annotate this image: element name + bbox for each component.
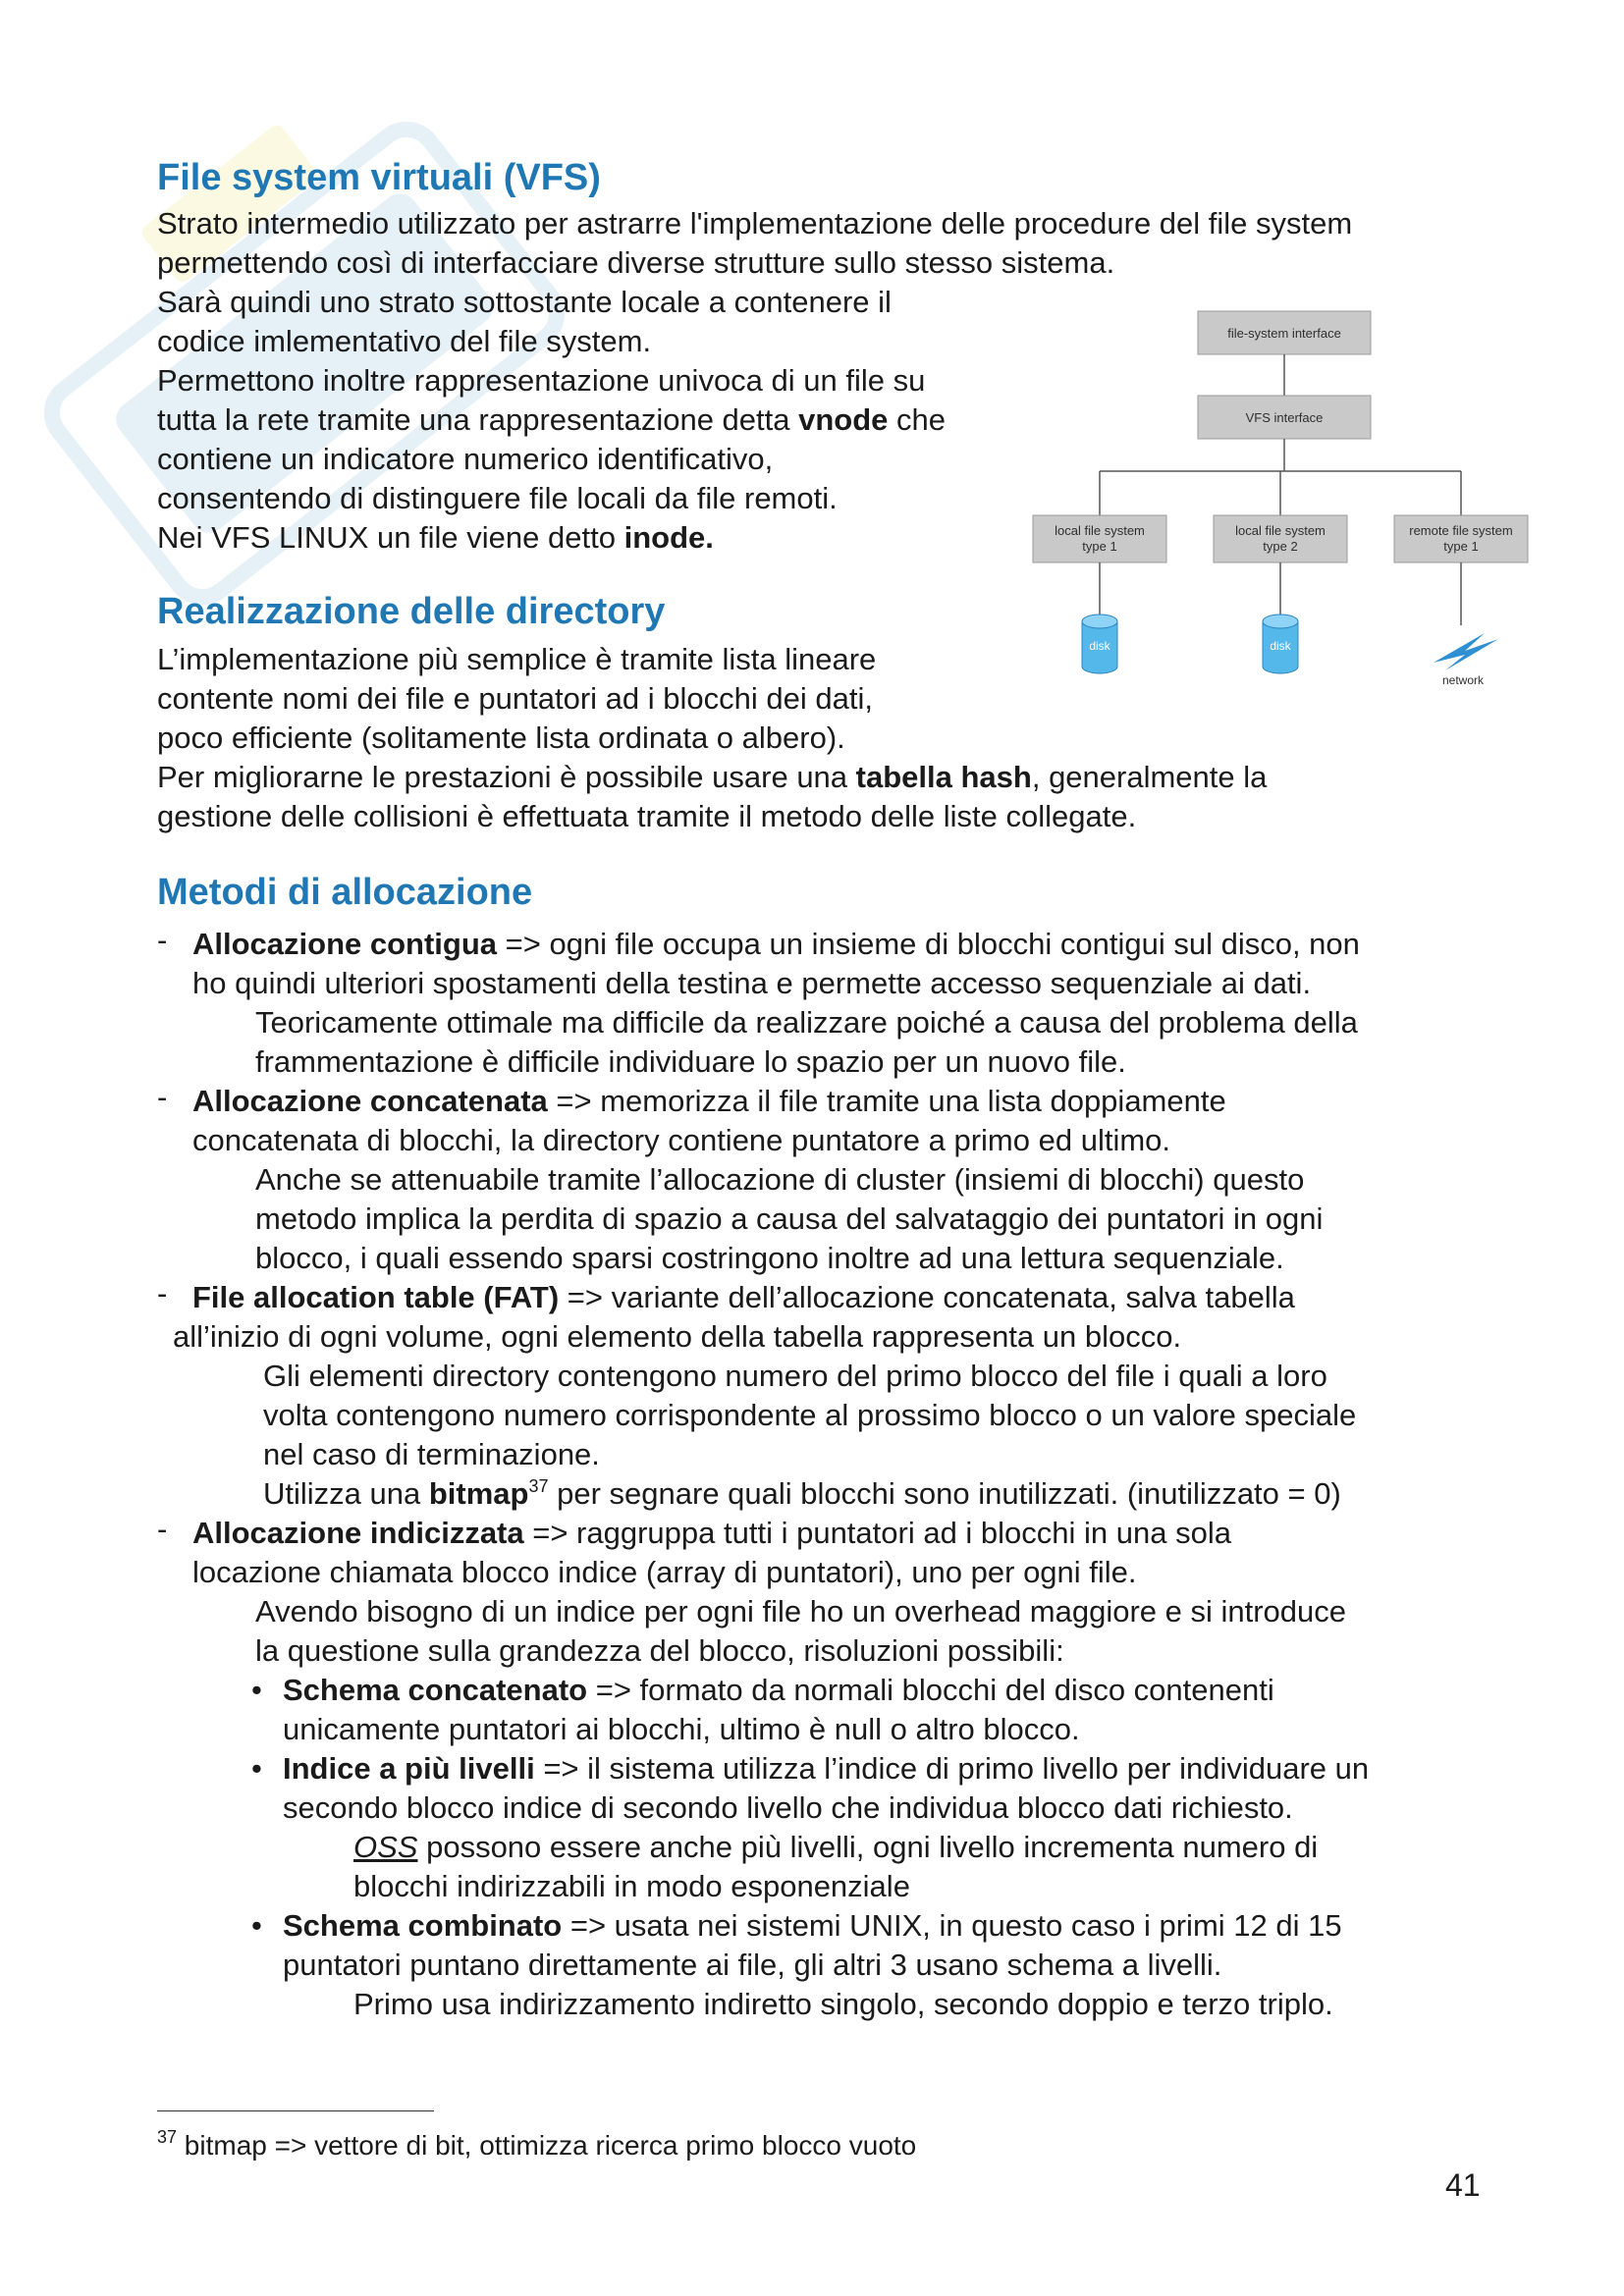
directory-line-3: poco efficiente (solitamente lista ordinata o albero). [157,721,845,755]
footnote-marker: 37 [157,2127,178,2147]
term-allocazione-contigua: Allocazione contigua [192,927,498,961]
vfs-para3-line-3: contiene un indicatore numerico identificativo, [157,442,774,476]
directory-line-5: gestione delle collisioni è effettuata tramite il metodo delle liste collegate. [157,799,1137,833]
vfs-para3-line-2: tutta la rete tramite una rappresentazione detta vnode che [157,402,947,437]
schema-concatenato-line-2: unicamente puntatori ai blocchi, ultimo è null o altro blocco. [283,1712,1080,1746]
schema-combinato-note: Primo usa indirizzamento indiretto singolo, secondo doppio e terzo triplo. [353,1987,1333,2021]
contigua-line-2: ho quindi ulteriori spostamenti della testina e permette accesso sequenziale ai dati. [192,966,1312,1000]
vfs-para3-line-1: Permettono inoltre rappresentazione univoca di un file su [157,363,926,398]
directory-line-2: contente nomi dei file e puntatori ad i blocchi dei dati, [157,681,873,716]
svg-text:disk: disk [1089,639,1110,653]
oss-label: OSS [353,1830,418,1864]
vfs-para2-line-1: Sarà quindi uno strato sottostante locale a contenere il [157,285,892,319]
vfs-intro-line-2: permettendo così di interfacciare diverse strutture sullo stesso sistema. [157,245,1115,280]
vfs-architecture-diagram [1021,299,1542,687]
indicizzata-note-1: Avendo bisogno di un indice per ogni file ho un overhead maggiore e si introduce [255,1594,1347,1629]
indice-livelli-line-1: Indice a più livelli => il sistema utilizza l’indice di primo livello per individuare un [283,1751,1370,1786]
list-dash: - [157,1512,168,1546]
svg-text:type 1: type 1 [1443,539,1479,554]
concatenata-line-1: Allocazione concatenata => memorizza il file tramite una lista doppiamente [192,1084,1226,1118]
list-dash: - [157,1080,168,1114]
svg-text:type 2: type 2 [1263,539,1298,554]
page-number: 41 [1445,2167,1481,2203]
directory-line-4: Per migliorarne le prestazioni è possibile usare una tabella hash, generalmente la [157,760,1268,794]
term-vnode: vnode [798,402,889,437]
network-icon [1434,633,1498,687]
concatenata-line-2: concatenata di blocchi, la directory contiene puntatore a primo ed ultimo. [192,1123,1171,1157]
concatenata-note-3: blocco, i quali essendo sparsi costringono inoltre ad una lettura sequenziale. [255,1241,1284,1275]
footnote [157,2128,916,2163]
term-allocazione-concatenata: Allocazione concatenata [192,1084,548,1118]
fat-note-1: Gli elementi directory contengono numero del primo blocco del file i quali a loro [263,1359,1327,1393]
svg-text:local file system: local file system [1235,523,1326,538]
indice-livelli-oss-1: OSS possono essere anche più livelli, ogni livello incrementa numero di [353,1830,1319,1864]
svg-text:local file system: local file system [1055,523,1145,538]
schema-combinato-line-2: puntatori puntano direttamente ai file, gli altri 3 usano schema a livelli. [283,1948,1222,1982]
fat-line-2: all’inizio di ogni volume, ogni elemento della tabella rappresenta un blocco. [173,1319,1182,1354]
fs-interface-label: file-system interface [1227,326,1341,341]
vfs-interface-box [1198,396,1371,439]
svg-text:type 1: type 1 [1082,539,1117,554]
term-allocazione-indicizzata: Allocazione indicizzata [192,1516,524,1550]
local-fs-type1-box [1033,515,1166,562]
list-bullet: • [251,1908,262,1943]
indice-livelli-oss-2: blocchi indirizzabili in modo esponenziale [353,1869,910,1903]
term-indice-piu-livelli: Indice a più livelli [283,1751,535,1786]
vfs-interface-label: VFS interface [1245,410,1324,425]
section-title-vfs: File system virtuali (VFS) [157,157,601,198]
concatenata-note-2: metodo implica la perdita di spazio a causa del salvataggio dei puntatori in ogni [255,1201,1324,1236]
term-schema-concatenato: Schema concatenato [283,1673,588,1707]
vfs-intro-line-1: Strato intermedio utilizzato per astrarre l'implementazione delle procedure del file system [157,206,1353,240]
schema-combinato-line-1: Schema combinato => usata nei sistemi UNIX, in questo caso i primi 12 di 15 [283,1908,1342,1943]
directory-line-1: L’implementazione più semplice è tramite lista lineare [157,642,877,676]
contigua-line-1: Allocazione contigua => ogni file occupa un insieme di blocchi contigui sul disco, non [192,927,1360,961]
indicizzata-line-2: locazione chiamata blocco indice (array di puntatori), uno per ogni file. [192,1555,1137,1589]
list-dash: - [157,1276,168,1310]
fs-interface-box [1198,311,1371,354]
term-fat: File allocation table (FAT) [192,1280,560,1314]
disk-icon [1082,614,1117,673]
footnote-ref: 37 [528,1476,549,1496]
svg-text:disk: disk [1270,639,1291,653]
fat-line-1: File allocation table (FAT) => variante dell’allocazione concatenata, salva tabella [192,1280,1295,1314]
footnote-divider [157,2110,434,2111]
list-bullet: • [251,1673,262,1707]
svg-text:remote file system: remote file system [1409,523,1513,538]
fat-note-3: nel caso di terminazione. [263,1437,600,1471]
vfs-para3-line-4: consentendo di distinguere file locali da file remoti. [157,481,838,515]
indicizzata-line-1: Allocazione indicizzata => raggruppa tutti i puntatori ad i blocchi in una sola [192,1516,1231,1550]
vfs-para4: Nei VFS LINUX un file viene detto inode. [157,520,714,555]
section-title-directory: Realizzazione delle directory [157,591,666,632]
footnote-text: bitmap => vettore di bit, ottimizza ricerca primo blocco vuoto [177,2130,917,2161]
section-title-allocazione: Metodi di allocazione [157,872,533,913]
term-inode: inode. [623,520,714,555]
remote-fs-type1-box [1394,515,1528,562]
fat-note-2: volta contengono numero corrispondente al prossimo blocco o un valore speciale [263,1398,1357,1432]
term-schema-combinato: Schema combinato [283,1908,563,1943]
list-bullet: • [251,1751,262,1786]
indicizzata-note-2: la questione sulla grandezza del blocco, risoluzioni possibili: [255,1633,1064,1668]
term-bitmap: bitmap [428,1476,529,1511]
vfs-para2-line-2: codice imlementativo del file system. [157,324,652,358]
contigua-note-1: Teoricamente ottimale ma difficile da realizzare poiché a causa del problema della [255,1005,1358,1040]
contigua-note-2: frammentazione è difficile individuare lo spazio per un nuovo file. [255,1044,1126,1079]
indice-livelli-line-2: secondo blocco indice di secondo livello che individua blocco dati richiesto. [283,1790,1293,1825]
svg-text:network: network [1441,673,1485,687]
local-fs-type2-box [1214,515,1347,562]
fat-note-4: Utilizza una bitmap$^{37}$ per segnare quali blocchi sono inutilizzati. (inutilizzato = 0) [263,1476,1341,1511]
schema-concatenato-line-1: Schema concatenato => formato da normali blocchi del disco contenenti [283,1673,1274,1707]
term-tabella-hash: tabella hash [855,760,1032,794]
list-dash: - [157,923,168,957]
concatenata-note-1: Anche se attenuabile tramite l’allocazione di cluster (insiemi di blocchi) questo [255,1162,1305,1197]
disk-icon [1263,614,1298,673]
